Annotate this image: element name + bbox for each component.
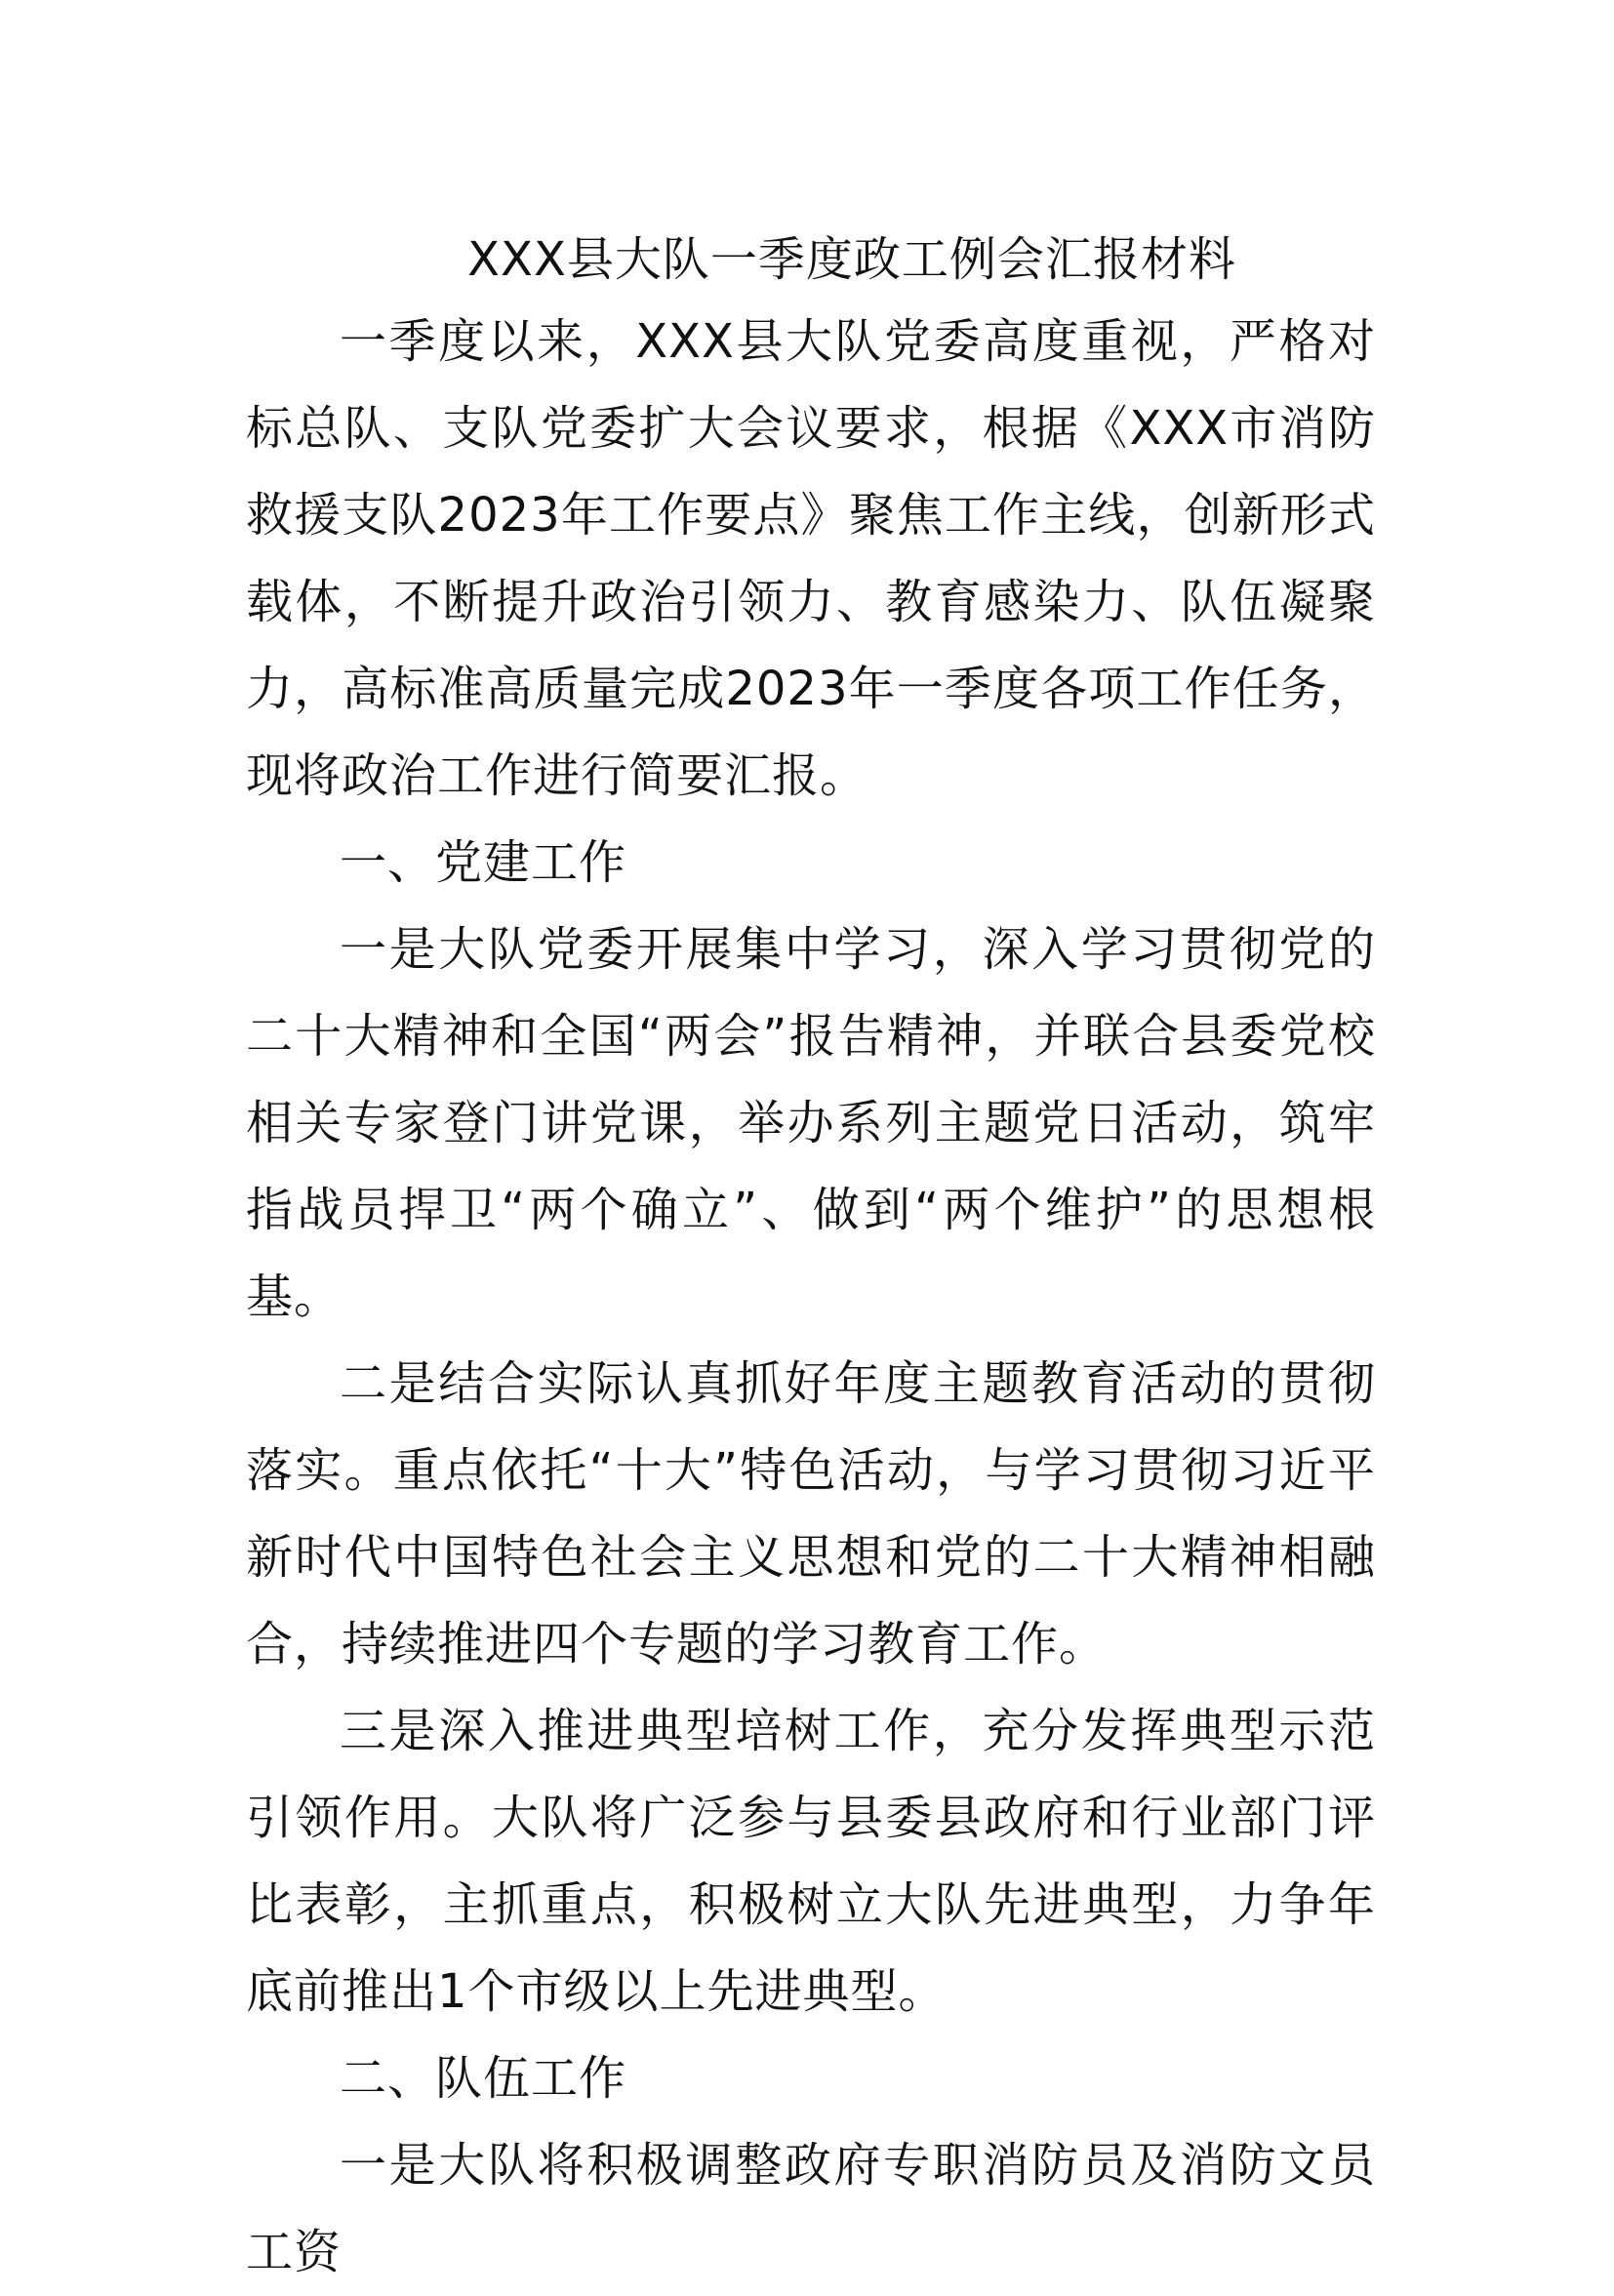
document-body — [246, 221, 1376, 2296]
party-building-paragraph-1: 一是大队党委开展集中学习，深入学习贯彻党的二十大精神和全国“两会”报告精神，并联合县委党校相关专家登门讲党课，举办系列主题党日活动，筑牢指战员捍卫“两个确立”、做到“两个维护”的思想根基。 — [246, 922, 1376, 1324]
section-heading-party-building: 一、党建工作 — [340, 835, 627, 890]
team-work-paragraph-1: 一是大队将积极调整政府专职消防员及消防文员工资 — [246, 2138, 1376, 2279]
party-building-paragraph-3: 三是深入推进典型培树工作，充分发挥典型示范引领作用。大队将广泛参与县委县政府和行业部门评比表彰，主抓重点，积极树立大队先进典型，力争年底前推出1个市级以上先进典型。 — [246, 1704, 1376, 2019]
section-heading-team-work: 二、队伍工作 — [340, 2051, 627, 2106]
document-title: XXX县大队一季度政工例会汇报材料 — [467, 232, 1236, 287]
intro-paragraph: 一季度以来，XXX县大队党委高度重视，严格对标总队、支队党委扩大会议要求，根据《XXX市消防救援支队2023年工作要点》聚焦工作主线，创新形式载体，不断提升政治引领力、教育感染力、队伍凝聚力，高标准高质量完成2023年一季度各项工作任务，现将政治工作进行简要汇报。 — [246, 314, 1376, 803]
party-building-paragraph-2: 二是结合实际认真抓好年度主题教育活动的贯彻落实。重点依托“十大”特色活动，与学习贯彻习近平新时代中国特色社会主义思想和党的二十大精神相融合，持续推进四个专题的学习教育工作。 — [246, 1356, 1376, 1672]
